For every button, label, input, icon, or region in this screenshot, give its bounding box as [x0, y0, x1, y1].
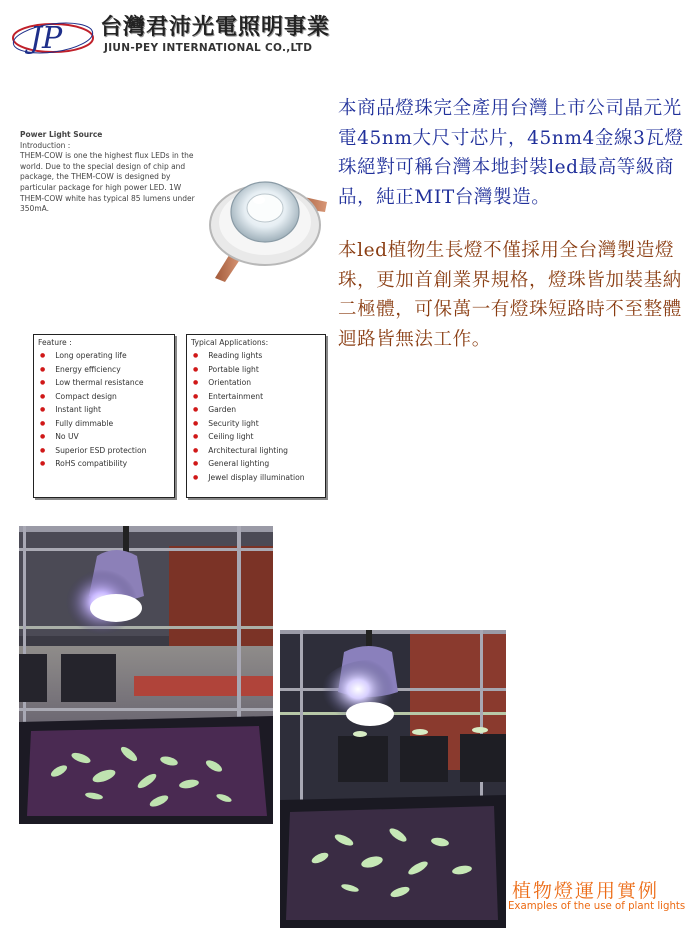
caption-chinese: 植物燈運用實例 — [512, 880, 660, 902]
feature-item: ● Compact design — [40, 390, 174, 404]
application-item: ● Garden — [193, 403, 325, 417]
intro-label: Introduction : — [20, 140, 71, 150]
application-item: ● Orientation — [193, 376, 325, 390]
feature-list-box — [33, 334, 175, 498]
svg-text:JP: JP — [30, 21, 63, 56]
plant-light-photo-2 — [280, 630, 506, 928]
caption-english: Examples of the use of plant lights — [508, 901, 686, 912]
feature-item: ● No UV — [40, 430, 174, 444]
company-logo — [8, 12, 98, 62]
application-item: ● Entertainment — [193, 390, 325, 404]
application-item: ● Security light — [193, 417, 325, 431]
feature-item: ● Long operating life — [40, 349, 174, 363]
applications-title: Typical Applications: — [191, 338, 269, 347]
feature-item: ● Superior ESD protection — [40, 444, 174, 458]
datasheet-intro — [20, 130, 195, 215]
zener-diode-description: 本led植物生長燈不僅採用全台灣製造燈珠，更加首創業界規格，燈珠皆加裝基納二極體，可保萬一有燈珠短路時不至整體迴路皆無法工作。 — [338, 240, 682, 350]
plant-light-photo-1 — [19, 526, 273, 824]
feature-item: ● Energy efficiency — [40, 363, 174, 377]
datasheet-title: Power Light Source — [20, 130, 103, 139]
application-item: ● Ceiling light — [193, 430, 325, 444]
application-item: ● General lighting — [193, 457, 325, 471]
feature-title: Feature : — [38, 338, 72, 347]
led-chip-image — [195, 150, 335, 300]
application-item: ● Portable light — [193, 363, 325, 377]
feature-item: ● RoHS compatibility — [40, 457, 174, 471]
application-item: ● Architectural lighting — [193, 444, 325, 458]
feature-item: ● Fully dimmable — [40, 417, 174, 431]
feature-item: ● Instant light — [40, 403, 174, 417]
feature-item: ● Low thermal resistance — [40, 376, 174, 390]
chip-source-description: 本商品燈珠完全產用台灣上市公司晶元光電45nm大尺寸芯片，45nm4金線3瓦燈珠絕對可稱台灣本地封裝led最高等級商品，純正MIT台灣製造。 — [338, 98, 684, 208]
application-item: ● Jewel display illumination — [193, 471, 325, 485]
application-item: ● Reading lights — [193, 349, 325, 363]
applications-list-box — [186, 334, 326, 498]
intro-text: THEM-COW is one the highest flux LEDs in the world. Due to the special design of chip and package, the THEM-COW is designed by particular package for high power LED. 1W THEM-COW white has typical 85 lumens under 350mA. — [20, 151, 195, 214]
company-name-english: JIUN-PEY INTERNATIONAL CO.,LTD — [104, 42, 313, 54]
company-name-chinese: 台灣君沛光電照明事業 — [100, 14, 331, 40]
